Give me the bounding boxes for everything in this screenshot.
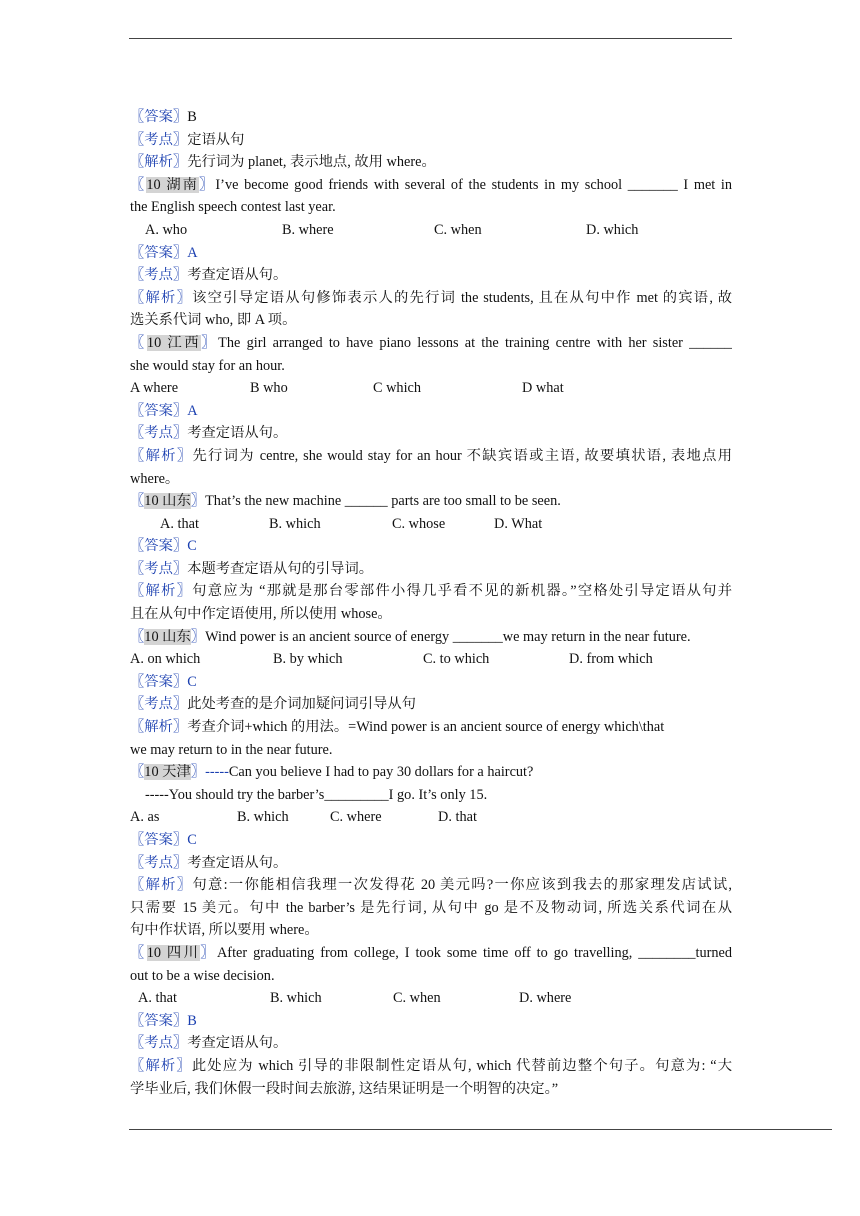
question-stem-line: -----You should try the barber’s_________I go. It’s only 15. [145,786,488,803]
option-d: D. that [438,809,477,826]
document-body [130,106,732,1100]
point-text: 考查定语从句。 [187,267,288,284]
options-row [130,648,732,671]
question-stem-line: the English speech contest last year. [130,199,336,216]
point-text: 定语从句 [187,131,245,148]
question-stem-line: out to be a wise decision. [130,967,275,984]
question-source: 10 山东 [144,628,191,645]
analysis-line: 〖解析〗句意:一你能相信我理一次发得花 20 美元吗?一你应该到我去的那家理发店试试, [130,877,732,894]
analysis-line: where。 [130,470,180,487]
intro-answer [130,106,732,129]
answer-value: C [187,832,197,848]
point-text: 考查定语从句。 [187,1035,288,1052]
option-d: D. which [586,221,639,238]
question-stem-line: 〖10 湖南〗I’ve become good friends with several of the students in my school _______ I met in [130,176,732,193]
point-line: 〖考点〗考查定语从句。 [130,267,288,284]
header-rule [129,38,732,39]
analysis-line: 学毕业后, 我们休假一段时间去旅游, 这结果证明是一个明智的决定。” [130,1080,559,1097]
point-line: 〖考点〗此处考查的是介词加疑问词引导从句 [130,696,416,713]
answer-value: B [187,109,197,125]
point-line: 〖考点〗考查定语从句。 [130,854,288,871]
analysis-text: 该空引导定语从句修饰表示人的先行词 the students, 且在从句中作 met 的宾语, 故 [192,289,732,306]
analysis-line: 只需要 15 美元。句中 the barber’s 是先行词, 从句中 go 是不及物动词, 所选关系代词在从 [130,899,732,916]
options-row [130,806,732,829]
analysis-text: 先行词为 centre, she would stay for an hour 不缺宾语或主语, 故要填状语, 表地点用 [192,447,732,464]
question-stem-line: 〖10 山东〗Wind power is an ancient source of energy _______we may return in the near future. [130,628,691,645]
analysis-line: 〖解析〗考查介词+which 的用法。=Wind power is an ancient source of energy which\that [130,719,665,736]
answer-line: 〖答案〗C [130,538,197,555]
answer-line: 〖答案〗A [130,402,198,419]
analysis-line: 〖解析〗该空引导定语从句修饰表示人的先行词 the students, 且在从句中作 met 的宾语, 故 [130,289,732,306]
analysis-text: 句意:一你能相信我理一次发得花 20 美元吗?一你应该到我去的那家理发店试试, [192,877,732,894]
option-a: A. that [160,515,199,532]
analysis-text: 先行词为 planet, 表示地点, 故用 where。 [187,154,436,171]
analysis-line: 〖解析〗此处应为 which 引导的非限制性定语从句, which 代替前边整个句子。句意为: “大 [130,1057,732,1074]
point-line: 〖考点〗考查定语从句。 [130,1035,288,1052]
point-line: 〖考点〗考查定语从句。 [130,425,288,442]
option-d: D. from which [569,651,653,668]
intro-analysis [130,151,732,174]
point-line: 〖考点〗本题考查定语从句的引导词。 [130,560,374,577]
option-c: C. when [434,221,482,238]
analysis-line: we may return to in the near future. [130,741,333,758]
question-block [130,761,732,942]
question-source: 10 山东 [144,493,191,510]
answer-label: 〖答案〗 [130,109,188,125]
answer-line: 〖答案〗A [130,244,198,261]
analysis-text: 此处应为 which 引导的非限制性定语从句, which 代替前边整个句子。句意为: “大 [191,1057,732,1074]
question-stem-line: 〖10 四川〗After graduating from college, I took some time off to go travelling, ________turned [130,944,732,961]
option-b: B. which [269,515,321,532]
question-stem: I’ve become good friends with several of the students in my school _______ I met in [215,176,732,193]
question-block [130,174,732,332]
point-text: 考查定语从句。 [187,425,288,442]
answer-value: C [187,673,197,690]
analysis-text: 考查介词+which 的用法。=Wind power is an ancient source of energy which\that [187,719,665,736]
option-c: C which [373,380,422,397]
options-row [130,377,732,400]
option-a: A. on which [130,651,201,668]
analysis-line: 且在从句中作定语使用, 所以使用 whose。 [130,606,392,623]
intro-point [130,129,732,152]
question-block [130,626,732,762]
option-a: A. that [138,990,177,1007]
point-text: 考查定语从句。 [187,854,288,871]
question-stem-line: 〖10 山东〗That’s the new machine ______ parts are too small to be seen. [130,493,561,510]
options-row [130,513,732,536]
option-b: B. which [237,809,289,826]
question-stem: Wind power is an ancient source of energy _______we may return in the near future. [205,628,691,645]
question-source: 10 湖南 [146,176,200,193]
analysis-line: 〖解析〗先行词为 centre, she would stay for an hour 不缺宾语或主语, 故要填状语, 表地点用 [130,447,732,464]
question-block [130,942,732,1100]
question-source: 10 天津 [144,764,191,781]
option-b: B. by which [273,651,343,668]
analysis-label: 〖解析〗 [130,154,188,171]
answer-line: 〖答案〗C [130,832,197,848]
question-stem: After graduating from college, I took some time off to go travelling, ________turned [216,944,732,961]
option-c: C. to which [423,651,490,668]
question-block [130,490,732,626]
answer-value: C [187,538,197,555]
option-d: D. What [494,515,543,532]
answer-line: 〖答案〗C [130,673,197,690]
footer-rule [129,1129,832,1130]
option-b: B who [250,380,288,397]
option-d: D. where [519,990,572,1007]
question-stem: Can you believe I had to pay 30 dollars for a haircut? [228,764,534,781]
analysis-line: 选关系代词 who, 即 A 项。 [130,312,297,329]
answer-line: 〖答案〗B [130,1012,197,1029]
analysis-text: 句意应为 “那就是那台零部件小得几乎看不见的新机器。”空格处引导定语从句并 [192,583,732,600]
question-block [130,332,732,490]
option-c: C. where [330,809,382,826]
point-text: 本题考查定语从句的引导词。 [187,560,374,577]
option-b: B. where [282,221,334,238]
dialogue-dashes: ----- [205,764,229,781]
analysis-line: 〖解析〗句意应为 “那就是那台零部件小得几乎看不见的新机器。”空格处引导定语从句并 [130,583,732,600]
options-row [130,219,732,242]
option-a: A. who [145,221,188,238]
analysis-line: 句中作状语, 所以要用 where。 [130,922,319,939]
question-stem: That’s the new machine ______ parts are too small to be seen. [205,493,561,510]
option-a: A. as [130,809,160,826]
answer-value: A [187,244,198,261]
question-stem-line: 〖10 天津〗-----Can you believe I had to pay 30 dollars for a haircut? [130,764,534,781]
option-a: A where [130,380,179,397]
question-source: 10 江西 [146,334,202,351]
answer-value: B [187,1012,197,1029]
point-label: 〖考点〗 [130,131,188,148]
option-d: D what [522,380,564,397]
question-source: 10 四川 [146,944,201,961]
point-text: 此处考查的是介词加疑问词引导从句 [187,696,416,713]
question-stem: The girl arranged to have piano lessons at the training centre with her sister ______ [218,334,732,351]
option-b: B. which [270,990,322,1007]
options-row [130,987,732,1010]
option-c: C. when [393,990,441,1007]
question-stem-line: she would stay for an hour. [130,357,285,374]
answer-value: A [187,402,198,419]
option-c: C. whose [392,515,446,532]
question-stem-line: 〖10 江西〗The girl arranged to have piano lessons at the training centre with her sister ______ [130,334,732,351]
